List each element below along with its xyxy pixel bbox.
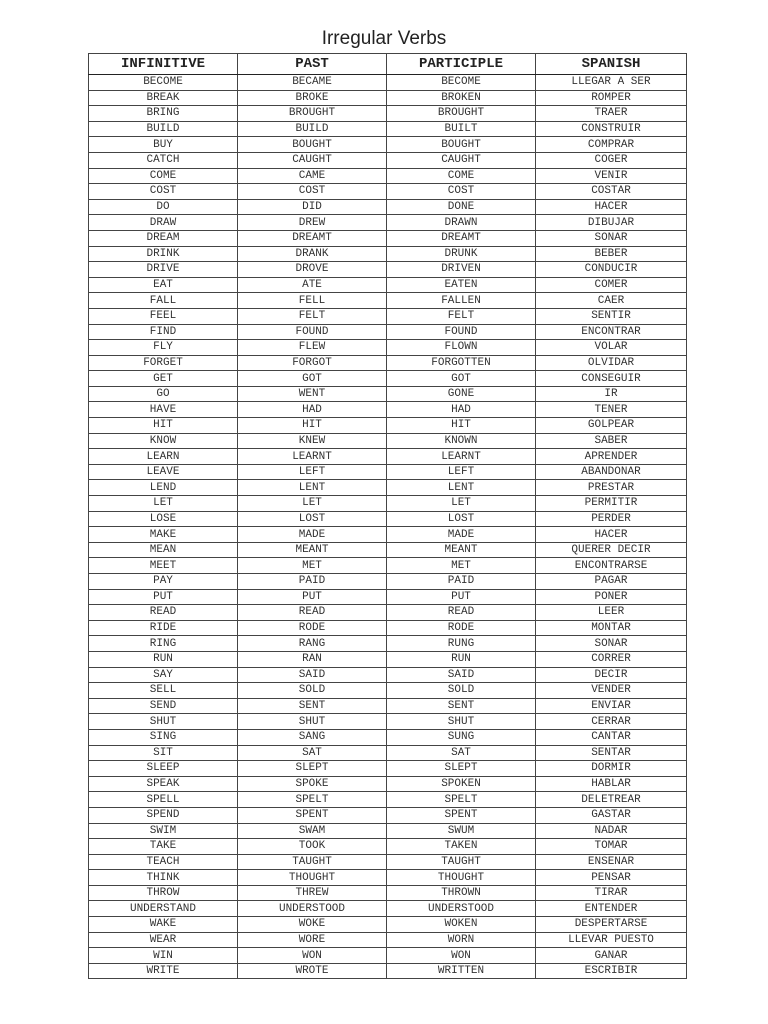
- table-row: [89, 589, 687, 605]
- cell-past: READ: [238, 605, 387, 621]
- cell-past: SPOKE: [238, 776, 387, 792]
- cell-spanish: PAGAR: [536, 574, 687, 590]
- table-row: [89, 277, 687, 293]
- cell-infinitive: GET: [89, 371, 238, 387]
- cell-participle: SHUT: [387, 714, 536, 730]
- cell-infinitive: TEACH: [89, 854, 238, 870]
- cell-infinitive: SING: [89, 729, 238, 745]
- cell-infinitive: FIND: [89, 324, 238, 340]
- cell-infinitive: MEAN: [89, 542, 238, 558]
- cell-spanish: CAER: [536, 293, 687, 309]
- table-row: [89, 230, 687, 246]
- table-row: [89, 293, 687, 309]
- cell-participle: SOLD: [387, 683, 536, 699]
- cell-participle: UNDERSTOOD: [387, 901, 536, 917]
- cell-past: DID: [238, 199, 387, 215]
- cell-past: COST: [238, 184, 387, 200]
- cell-participle: KNOWN: [387, 433, 536, 449]
- table-row: [89, 542, 687, 558]
- cell-infinitive: WIN: [89, 948, 238, 964]
- cell-infinitive: SEND: [89, 698, 238, 714]
- cell-infinitive: SHUT: [89, 714, 238, 730]
- cell-infinitive: BECOME: [89, 75, 238, 91]
- cell-infinitive: PAY: [89, 574, 238, 590]
- cell-participle: WOKEN: [387, 917, 536, 933]
- cell-infinitive: GO: [89, 386, 238, 402]
- cell-participle: WORN: [387, 932, 536, 948]
- cell-participle: HAD: [387, 402, 536, 418]
- table-row: [89, 449, 687, 465]
- table-row: [89, 137, 687, 153]
- table-row: [89, 199, 687, 215]
- cell-past: SOLD: [238, 683, 387, 699]
- cell-past: BROUGHT: [238, 106, 387, 122]
- cell-past: BROKE: [238, 90, 387, 106]
- cell-spanish: ENTENDER: [536, 901, 687, 917]
- cell-past: DREW: [238, 215, 387, 231]
- table-row: [89, 729, 687, 745]
- table-row: [89, 168, 687, 184]
- cell-infinitive: HAVE: [89, 402, 238, 418]
- cell-participle: FLOWN: [387, 340, 536, 356]
- cell-past: RANG: [238, 636, 387, 652]
- cell-participle: SAID: [387, 667, 536, 683]
- cell-past: RODE: [238, 620, 387, 636]
- cell-spanish: IR: [536, 386, 687, 402]
- cell-past: KNEW: [238, 433, 387, 449]
- cell-past: DRANK: [238, 246, 387, 262]
- cell-spanish: CONSEGUIR: [536, 371, 687, 387]
- table-row: [89, 807, 687, 823]
- table-row: [89, 667, 687, 683]
- cell-past: SENT: [238, 698, 387, 714]
- table-row: [89, 823, 687, 839]
- cell-participle: DRUNK: [387, 246, 536, 262]
- cell-participle: MADE: [387, 527, 536, 543]
- table-row: [89, 496, 687, 512]
- cell-spanish: PRESTAR: [536, 480, 687, 496]
- cell-spanish: VENIR: [536, 168, 687, 184]
- cell-past: CAME: [238, 168, 387, 184]
- table-row: [89, 386, 687, 402]
- table-row: [89, 636, 687, 652]
- header-past: PAST: [238, 54, 387, 75]
- table-row: [89, 605, 687, 621]
- cell-past: BOUGHT: [238, 137, 387, 153]
- table-row: [89, 574, 687, 590]
- cell-past: PUT: [238, 589, 387, 605]
- cell-spanish: DELETREAR: [536, 792, 687, 808]
- cell-spanish: CORRER: [536, 651, 687, 667]
- cell-infinitive: HIT: [89, 418, 238, 434]
- table-row: [89, 480, 687, 496]
- cell-infinitive: WRITE: [89, 963, 238, 979]
- cell-infinitive: DRAW: [89, 215, 238, 231]
- cell-infinitive: RING: [89, 636, 238, 652]
- cell-past: LEFT: [238, 464, 387, 480]
- irregular-verbs-table: [88, 53, 687, 979]
- cell-infinitive: FEEL: [89, 308, 238, 324]
- table-row: [89, 776, 687, 792]
- cell-spanish: HACER: [536, 199, 687, 215]
- cell-participle: THROWN: [387, 885, 536, 901]
- cell-infinitive: LEAVE: [89, 464, 238, 480]
- cell-spanish: SABER: [536, 433, 687, 449]
- table-row: [89, 558, 687, 574]
- cell-infinitive: CATCH: [89, 152, 238, 168]
- table-row: [89, 885, 687, 901]
- table-row: [89, 651, 687, 667]
- cell-past: MEANT: [238, 542, 387, 558]
- cell-spanish: HACER: [536, 527, 687, 543]
- cell-past: PAID: [238, 574, 387, 590]
- cell-participle: COST: [387, 184, 536, 200]
- table-row: [89, 152, 687, 168]
- cell-infinitive: WAKE: [89, 917, 238, 933]
- cell-participle: THOUGHT: [387, 870, 536, 886]
- header-participle: PARTICIPLE: [387, 54, 536, 75]
- cell-spanish: PERDER: [536, 511, 687, 527]
- cell-infinitive: THROW: [89, 885, 238, 901]
- cell-spanish: COMPRAR: [536, 137, 687, 153]
- cell-participle: BECOME: [387, 75, 536, 91]
- cell-participle: SENT: [387, 698, 536, 714]
- cell-participle: GOT: [387, 371, 536, 387]
- cell-past: SAT: [238, 745, 387, 761]
- cell-infinitive: RUN: [89, 651, 238, 667]
- cell-infinitive: DO: [89, 199, 238, 215]
- table-row: [89, 963, 687, 979]
- cell-infinitive: LEND: [89, 480, 238, 496]
- cell-participle: WRITTEN: [387, 963, 536, 979]
- cell-past: MADE: [238, 527, 387, 543]
- cell-participle: READ: [387, 605, 536, 621]
- table-row: [89, 355, 687, 371]
- cell-past: SHUT: [238, 714, 387, 730]
- cell-past: RAN: [238, 651, 387, 667]
- cell-spanish: APRENDER: [536, 449, 687, 465]
- cell-past: BUILD: [238, 121, 387, 137]
- cell-spanish: LLEGAR A SER: [536, 75, 687, 91]
- cell-past: WROTE: [238, 963, 387, 979]
- table-row: [89, 184, 687, 200]
- cell-spanish: VOLAR: [536, 340, 687, 356]
- cell-infinitive: WEAR: [89, 932, 238, 948]
- table-row: [89, 527, 687, 543]
- cell-spanish: TRAER: [536, 106, 687, 122]
- cell-participle: SPOKEN: [387, 776, 536, 792]
- cell-infinitive: DRIVE: [89, 262, 238, 278]
- cell-infinitive: RIDE: [89, 620, 238, 636]
- cell-spanish: GANAR: [536, 948, 687, 964]
- cell-participle: BOUGHT: [387, 137, 536, 153]
- cell-past: WON: [238, 948, 387, 964]
- cell-participle: RODE: [387, 620, 536, 636]
- cell-participle: LET: [387, 496, 536, 512]
- cell-participle: LEARNT: [387, 449, 536, 465]
- cell-past: THOUGHT: [238, 870, 387, 886]
- cell-past: BECAME: [238, 75, 387, 91]
- cell-past: TAUGHT: [238, 854, 387, 870]
- cell-spanish: HABLAR: [536, 776, 687, 792]
- cell-infinitive: EAT: [89, 277, 238, 293]
- table-row: [89, 371, 687, 387]
- cell-past: LEARNT: [238, 449, 387, 465]
- cell-infinitive: SELL: [89, 683, 238, 699]
- cell-participle: BUILT: [387, 121, 536, 137]
- cell-spanish: ENCONTRARSE: [536, 558, 687, 574]
- table-row: [89, 464, 687, 480]
- cell-infinitive: SPEAK: [89, 776, 238, 792]
- cell-infinitive: UNDERSTAND: [89, 901, 238, 917]
- cell-past: DROVE: [238, 262, 387, 278]
- cell-infinitive: SIT: [89, 745, 238, 761]
- table-row: [89, 262, 687, 278]
- table-row: [89, 932, 687, 948]
- table-row: [89, 714, 687, 730]
- cell-spanish: COMER: [536, 277, 687, 293]
- table-body: [89, 75, 687, 979]
- table-row: [89, 854, 687, 870]
- cell-past: SAID: [238, 667, 387, 683]
- cell-participle: PAID: [387, 574, 536, 590]
- cell-past: THREW: [238, 885, 387, 901]
- cell-participle: FELT: [387, 308, 536, 324]
- cell-participle: DONE: [387, 199, 536, 215]
- cell-participle: MET: [387, 558, 536, 574]
- cell-infinitive: FLY: [89, 340, 238, 356]
- cell-participle: DRIVEN: [387, 262, 536, 278]
- cell-infinitive: LET: [89, 496, 238, 512]
- cell-spanish: CERRAR: [536, 714, 687, 730]
- table-row: [89, 418, 687, 434]
- cell-participle: FALLEN: [387, 293, 536, 309]
- cell-past: HIT: [238, 418, 387, 434]
- cell-spanish: GASTAR: [536, 807, 687, 823]
- cell-past: DREAMT: [238, 230, 387, 246]
- cell-spanish: LLEVAR PUESTO: [536, 932, 687, 948]
- cell-spanish: SONAR: [536, 230, 687, 246]
- cell-spanish: NADAR: [536, 823, 687, 839]
- cell-participle: SWUM: [387, 823, 536, 839]
- cell-past: WENT: [238, 386, 387, 402]
- cell-past: LENT: [238, 480, 387, 496]
- cell-participle: GONE: [387, 386, 536, 402]
- cell-past: SANG: [238, 729, 387, 745]
- cell-past: WORE: [238, 932, 387, 948]
- table-row: [89, 75, 687, 91]
- header-row: [89, 54, 687, 75]
- table-row: [89, 215, 687, 231]
- cell-infinitive: DRINK: [89, 246, 238, 262]
- cell-spanish: OLVIDAR: [536, 355, 687, 371]
- cell-infinitive: SPELL: [89, 792, 238, 808]
- page-title: Irregular Verbs: [321, 28, 447, 49]
- cell-infinitive: LEARN: [89, 449, 238, 465]
- cell-past: SLEPT: [238, 761, 387, 777]
- table-row: [89, 917, 687, 933]
- cell-participle: COME: [387, 168, 536, 184]
- cell-participle: PUT: [387, 589, 536, 605]
- cell-participle: HIT: [387, 418, 536, 434]
- table-row: [89, 620, 687, 636]
- cell-past: ATE: [238, 277, 387, 293]
- cell-infinitive: MEET: [89, 558, 238, 574]
- table-row: [89, 340, 687, 356]
- cell-spanish: DECIR: [536, 667, 687, 683]
- table-row: [89, 402, 687, 418]
- cell-past: FELL: [238, 293, 387, 309]
- cell-past: CAUGHT: [238, 152, 387, 168]
- cell-spanish: PENSAR: [536, 870, 687, 886]
- cell-participle: SAT: [387, 745, 536, 761]
- cell-infinitive: BREAK: [89, 90, 238, 106]
- cell-past: UNDERSTOOD: [238, 901, 387, 917]
- cell-participle: SUNG: [387, 729, 536, 745]
- cell-spanish: BEBER: [536, 246, 687, 262]
- table-row: [89, 870, 687, 886]
- cell-participle: BROKEN: [387, 90, 536, 106]
- cell-infinitive: COST: [89, 184, 238, 200]
- cell-spanish: PONER: [536, 589, 687, 605]
- cell-infinitive: KNOW: [89, 433, 238, 449]
- cell-spanish: CANTAR: [536, 729, 687, 745]
- cell-infinitive: FORGET: [89, 355, 238, 371]
- cell-spanish: ENCONTRAR: [536, 324, 687, 340]
- cell-spanish: CONSTRUIR: [536, 121, 687, 137]
- header-spanish: SPANISH: [536, 54, 687, 75]
- header-infinitive: INFINITIVE: [89, 54, 238, 75]
- cell-spanish: DORMIR: [536, 761, 687, 777]
- cell-spanish: TENER: [536, 402, 687, 418]
- table-row: [89, 308, 687, 324]
- cell-past: FELT: [238, 308, 387, 324]
- cell-infinitive: SPEND: [89, 807, 238, 823]
- table-row: [89, 792, 687, 808]
- cell-participle: RUNG: [387, 636, 536, 652]
- cell-past: LET: [238, 496, 387, 512]
- cell-spanish: SONAR: [536, 636, 687, 652]
- cell-participle: SLEPT: [387, 761, 536, 777]
- cell-spanish: ROMPER: [536, 90, 687, 106]
- cell-past: HAD: [238, 402, 387, 418]
- cell-infinitive: THINK: [89, 870, 238, 886]
- table-row: [89, 698, 687, 714]
- table-row: [89, 246, 687, 262]
- cell-spanish: LEER: [536, 605, 687, 621]
- cell-past: MET: [238, 558, 387, 574]
- cell-infinitive: COME: [89, 168, 238, 184]
- cell-spanish: QUERER DECIR: [536, 542, 687, 558]
- cell-spanish: ESCRIBIR: [536, 963, 687, 979]
- cell-participle: SPENT: [387, 807, 536, 823]
- cell-participle: EATEN: [387, 277, 536, 293]
- cell-past: SWAM: [238, 823, 387, 839]
- cell-participle: TAKEN: [387, 839, 536, 855]
- cell-past: FOUND: [238, 324, 387, 340]
- cell-participle: CAUGHT: [387, 152, 536, 168]
- cell-infinitive: SWIM: [89, 823, 238, 839]
- cell-participle: SPELT: [387, 792, 536, 808]
- cell-past: TOOK: [238, 839, 387, 855]
- cell-past: SPELT: [238, 792, 387, 808]
- cell-infinitive: BUILD: [89, 121, 238, 137]
- cell-spanish: ABANDONAR: [536, 464, 687, 480]
- cell-spanish: PERMITIR: [536, 496, 687, 512]
- cell-participle: LOST: [387, 511, 536, 527]
- table-row: [89, 761, 687, 777]
- table-row: [89, 324, 687, 340]
- cell-participle: LEFT: [387, 464, 536, 480]
- table-row: [89, 121, 687, 137]
- cell-infinitive: LOSE: [89, 511, 238, 527]
- table-row: [89, 106, 687, 122]
- cell-infinitive: READ: [89, 605, 238, 621]
- cell-participle: WON: [387, 948, 536, 964]
- cell-participle: DREAMT: [387, 230, 536, 246]
- table-row: [89, 901, 687, 917]
- cell-past: SPENT: [238, 807, 387, 823]
- cell-infinitive: SLEEP: [89, 761, 238, 777]
- cell-past: GOT: [238, 371, 387, 387]
- cell-participle: DRAWN: [387, 215, 536, 231]
- table-row: [89, 90, 687, 106]
- table-row: [89, 839, 687, 855]
- table-row: [89, 433, 687, 449]
- cell-infinitive: MAKE: [89, 527, 238, 543]
- cell-past: LOST: [238, 511, 387, 527]
- cell-spanish: GOLPEAR: [536, 418, 687, 434]
- cell-participle: FOUND: [387, 324, 536, 340]
- table-row: [89, 683, 687, 699]
- cell-participle: LENT: [387, 480, 536, 496]
- cell-spanish: SENTAR: [536, 745, 687, 761]
- cell-infinitive: BUY: [89, 137, 238, 153]
- cell-past: FLEW: [238, 340, 387, 356]
- cell-spanish: CONDUCIR: [536, 262, 687, 278]
- cell-infinitive: PUT: [89, 589, 238, 605]
- cell-participle: MEANT: [387, 542, 536, 558]
- cell-spanish: DESPERTARSE: [536, 917, 687, 933]
- cell-spanish: COGER: [536, 152, 687, 168]
- cell-spanish: DIBUJAR: [536, 215, 687, 231]
- cell-infinitive: BRING: [89, 106, 238, 122]
- cell-participle: RUN: [387, 651, 536, 667]
- table-row: [89, 745, 687, 761]
- cell-participle: BROUGHT: [387, 106, 536, 122]
- cell-past: FORGOT: [238, 355, 387, 371]
- cell-spanish: SENTIR: [536, 308, 687, 324]
- cell-spanish: MONTAR: [536, 620, 687, 636]
- cell-infinitive: TAKE: [89, 839, 238, 855]
- cell-infinitive: DREAM: [89, 230, 238, 246]
- cell-spanish: ENSENAR: [536, 854, 687, 870]
- cell-participle: TAUGHT: [387, 854, 536, 870]
- cell-infinitive: SAY: [89, 667, 238, 683]
- cell-spanish: TIRAR: [536, 885, 687, 901]
- cell-spanish: ENVIAR: [536, 698, 687, 714]
- cell-participle: FORGOTTEN: [387, 355, 536, 371]
- cell-infinitive: FALL: [89, 293, 238, 309]
- cell-spanish: COSTAR: [536, 184, 687, 200]
- table-row: [89, 511, 687, 527]
- table-row: [89, 948, 687, 964]
- cell-spanish: TOMAR: [536, 839, 687, 855]
- cell-past: WOKE: [238, 917, 387, 933]
- cell-spanish: VENDER: [536, 683, 687, 699]
